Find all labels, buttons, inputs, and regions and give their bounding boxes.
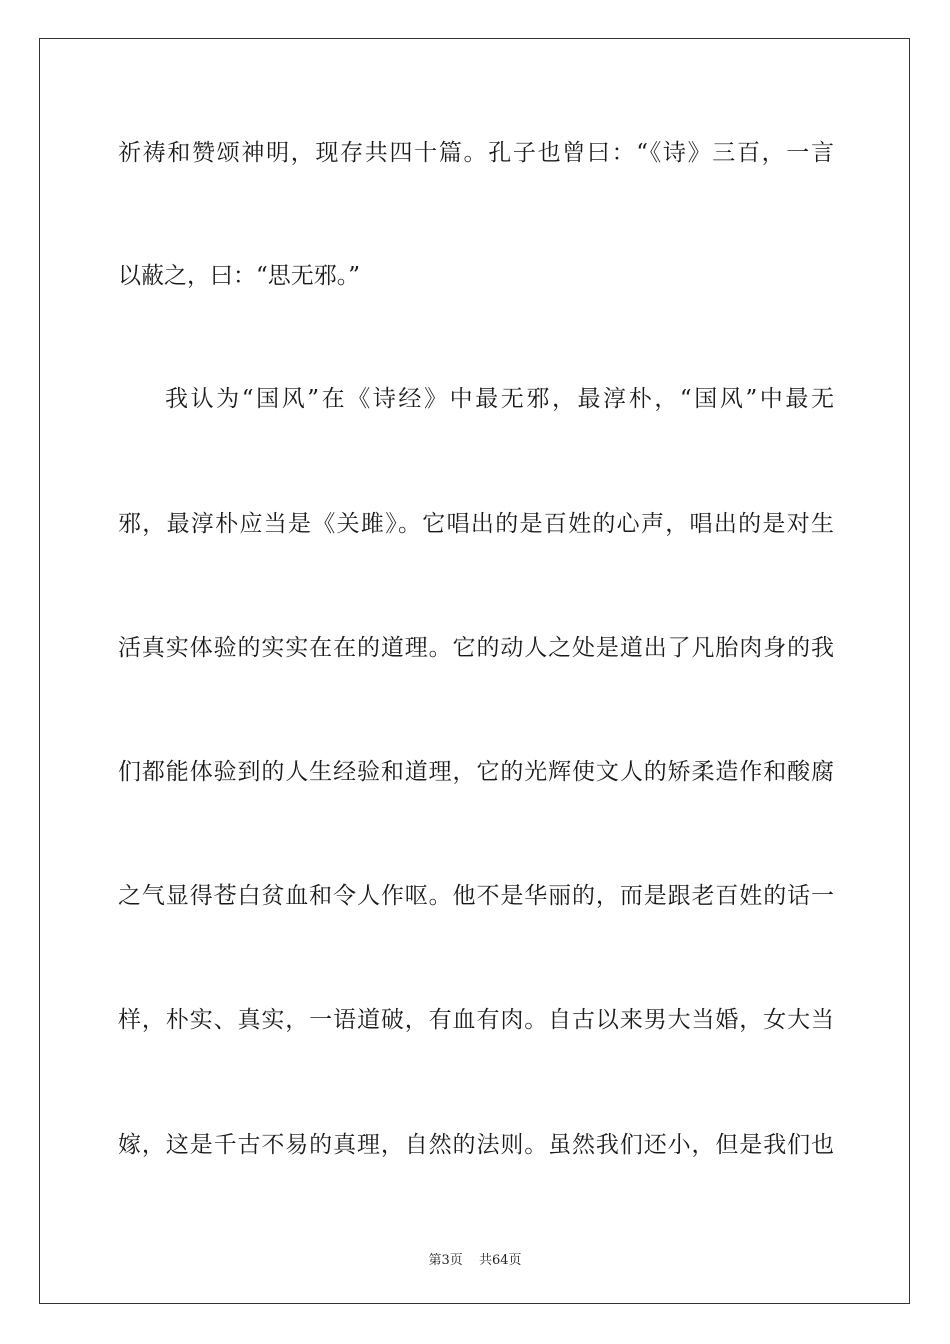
page-total: 共64页 <box>478 1253 522 1268</box>
text-line: 们都能体验到的人生经验和道理，它的光辉使文人的矫柔造作和酸腐 <box>118 759 834 785</box>
text-line: 祈祷和赞颂神明，现存共四十篇。孔子也曾曰：“《诗》三百，一言 <box>118 140 834 166</box>
page-border <box>39 38 910 1304</box>
text-line: 活真实体验的实实在在的道理。它的动人之处是道出了凡胎肉身的我 <box>118 635 834 661</box>
page-footer <box>0 1249 950 1268</box>
text-line: 嫁，这是千古不易的真理，自然的法则。虽然我们还小，但是我们也 <box>118 1132 834 1158</box>
text-line: 我认为“国风”在《诗经》中最无邪，最淳朴，“国风”中最无 <box>165 386 834 412</box>
page-number: 第3页 <box>428 1253 463 1268</box>
text-line: 邪，最淳朴应当是《关雎》。它唱出的是百姓的心声，唱出的是对生 <box>118 511 834 537</box>
text-line: 以蔽之，曰：“思无邪。” <box>118 263 361 289</box>
text-line: 样，朴实、真实，一语道破，有血有肉。自古以来男大当婚，女大当 <box>118 1007 834 1033</box>
text-line: 之气显得苍白贫血和令人作呕。他不是华丽的，而是跟老百姓的话一 <box>118 883 834 909</box>
